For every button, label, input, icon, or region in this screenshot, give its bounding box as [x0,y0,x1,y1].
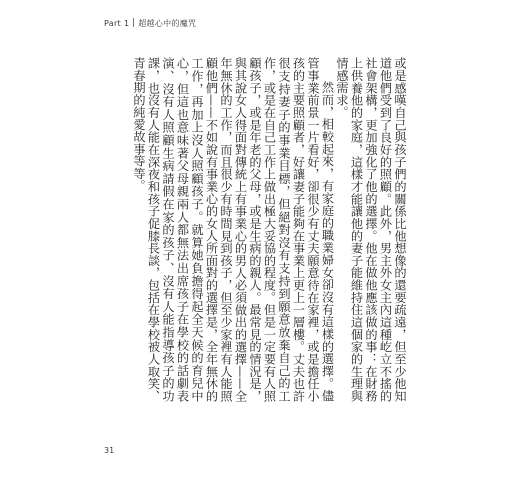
page-number: 31 [104,446,115,455]
paragraph: 然而，相較起來，有家庭的職業婦女卻沒有這樣的選擇。儘管事業前景一片看好，卻很少有丈夫願意待在家裡，或是擔任小孩的主要照顧者，好讓妻子能夠在事業上更上一層樓。丈夫也許很支持妻子的事業目標，但絕對沒有支持到願意放棄自己的工作，或是在自己工作上做出極大妥協的程度。但是一定要有人照顧孩子，或是年老的父母，或是生病的親人。最常見的情況是，與其說女人得面對傳統上有事業心的男人必須做出的選擇——全年無休的工作，而且很少有時間見到孩子，但至少家裡有人能照顧他們——不如說有事業心的女人所面對的選擇是，全年無休的工作，再加上沒人照顧孩子。就算她負擔得起全天候的育兒中心，但這也意味著父母親兩人都無法出席孩子在學校的話劇表演、沒有人照顧生病請假在家的孩子、沒有人能指導孩子的功課，也沒有人能在深夜和孩子促膝長談，包括在學校被人取笑、青春期的純愛故事等等。 [132,57,335,402]
running-header [104,18,196,29]
header-divider [133,18,134,27]
body-text [110,57,407,402]
chapter-title: 超越心中的魔咒 [138,19,197,28]
paragraph-continued: 或是感嘆自己與孩子們的關係比他想像的還要疏遠，但至少他知道他們受到了良好的照顧。此外，男主外女主內這種屹立不搖的社會架構，更加強化了他的選擇。他在做他應該做的事：在財務上供養他的家庭，這樣才能讓他的妻子能維持住這個家的生理與情感需求。 [335,57,407,402]
part-label: Part 1 [104,19,130,28]
